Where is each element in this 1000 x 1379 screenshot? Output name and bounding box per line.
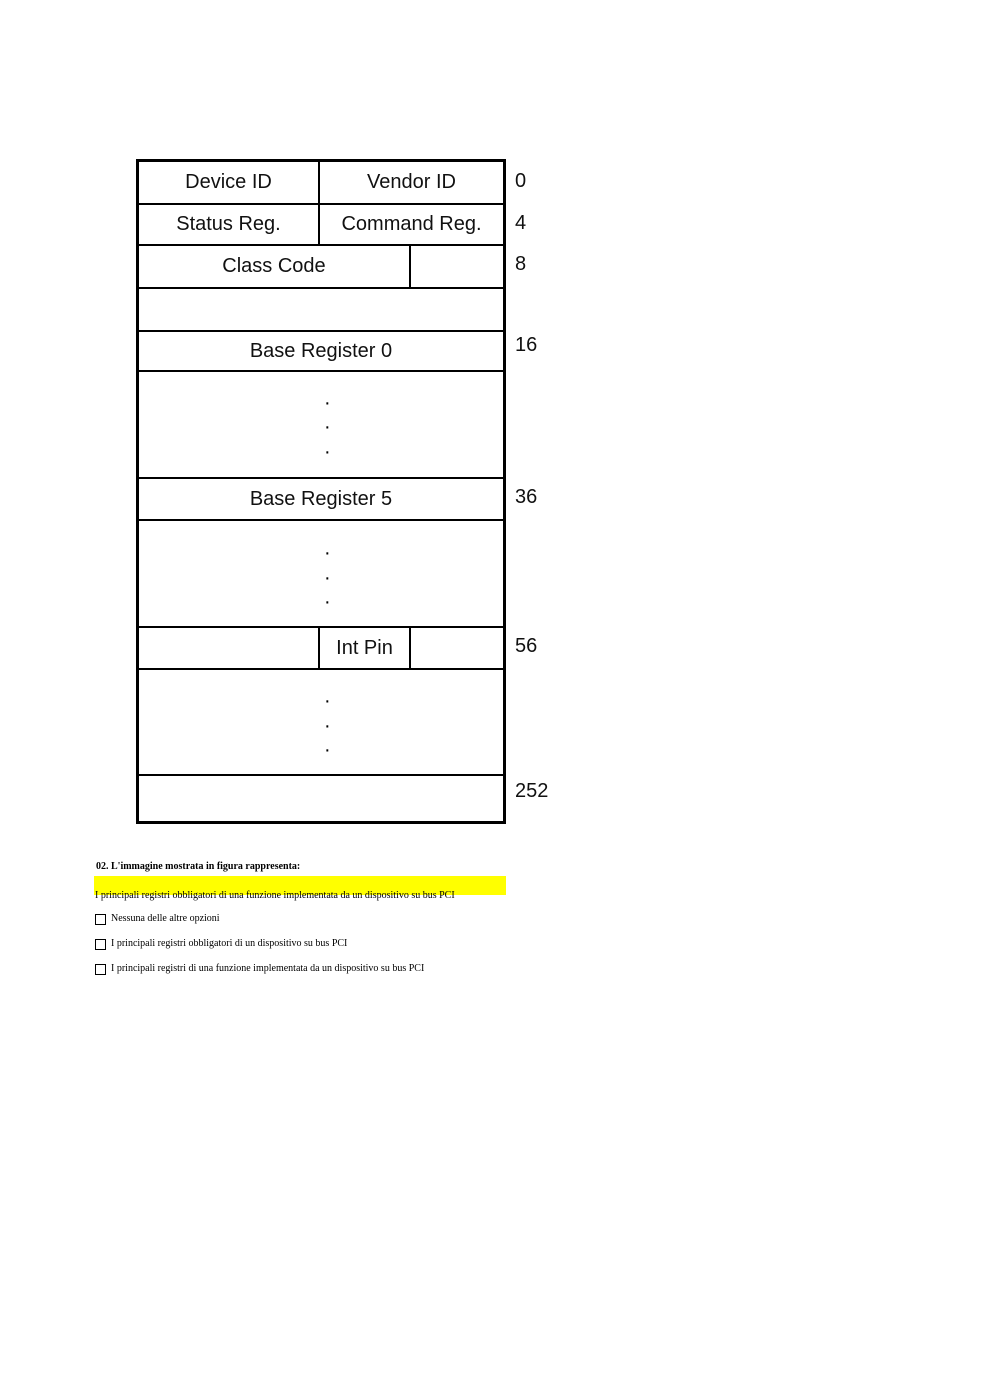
base-register-0-cell: Base Register 0: [249, 339, 393, 362]
option-label: I principali registri di una funzione implementata da un dispositivo su bus PCI: [111, 963, 425, 974]
row-divider: [139, 287, 503, 289]
int-pin-cell: Int Pin: [336, 636, 393, 659]
offset-label: 0: [515, 170, 527, 192]
checkbox[interactable]: [95, 914, 106, 925]
column-divider: [409, 627, 411, 669]
option-item[interactable]: [95, 938, 347, 950]
ellipsis-dot: ·: [324, 441, 331, 463]
status-reg-cell: Status Reg.: [176, 213, 281, 235]
ellipsis-dot: ·: [324, 739, 331, 761]
ellipsis-dot: ·: [324, 416, 331, 438]
row-divider: [139, 774, 503, 776]
correct-answer-text: I principali registri obbligatori di una funzione implementata da un dispositivo su bus PCI: [95, 890, 455, 901]
option-label: Nessuna delle altre opzioni: [111, 913, 220, 924]
vendor-id-cell: Vendor ID: [367, 171, 456, 193]
offset-label: 252: [515, 780, 549, 802]
option-item[interactable]: [95, 913, 220, 925]
offset-label: 4: [515, 212, 527, 234]
row-divider: [139, 668, 503, 670]
base-register-5-cell: Base Register 5: [249, 487, 393, 510]
ellipsis-dot: ·: [324, 542, 331, 564]
ellipsis-dot: ·: [324, 392, 331, 414]
offset-label: 56: [515, 635, 538, 657]
command-reg-cell: Command Reg.: [341, 213, 482, 235]
ellipsis-dot: ·: [324, 715, 331, 737]
ellipsis-dot: ·: [324, 591, 331, 613]
ellipsis-dot: ·: [324, 567, 331, 589]
offset-label: 8: [515, 253, 527, 275]
pci-config-space-figure: [136, 159, 506, 824]
column-divider: [409, 245, 411, 287]
offset-label: 36: [515, 486, 538, 508]
option-label: I principali registri obbligatori di un dispositivo su bus PCI: [111, 938, 348, 949]
ellipsis-dot: ·: [324, 690, 331, 712]
row-divider: [139, 519, 503, 521]
question-title: 02. L'immagine mostrata in figura rappresenta:: [96, 861, 301, 872]
checkbox[interactable]: [95, 939, 106, 950]
device-id-cell: Device ID: [185, 171, 272, 193]
offset-label: 16: [515, 334, 538, 356]
checkbox[interactable]: [95, 964, 106, 975]
option-item[interactable]: [95, 963, 424, 975]
row-divider: [139, 370, 503, 372]
class-code-cell: Class Code: [222, 255, 326, 277]
